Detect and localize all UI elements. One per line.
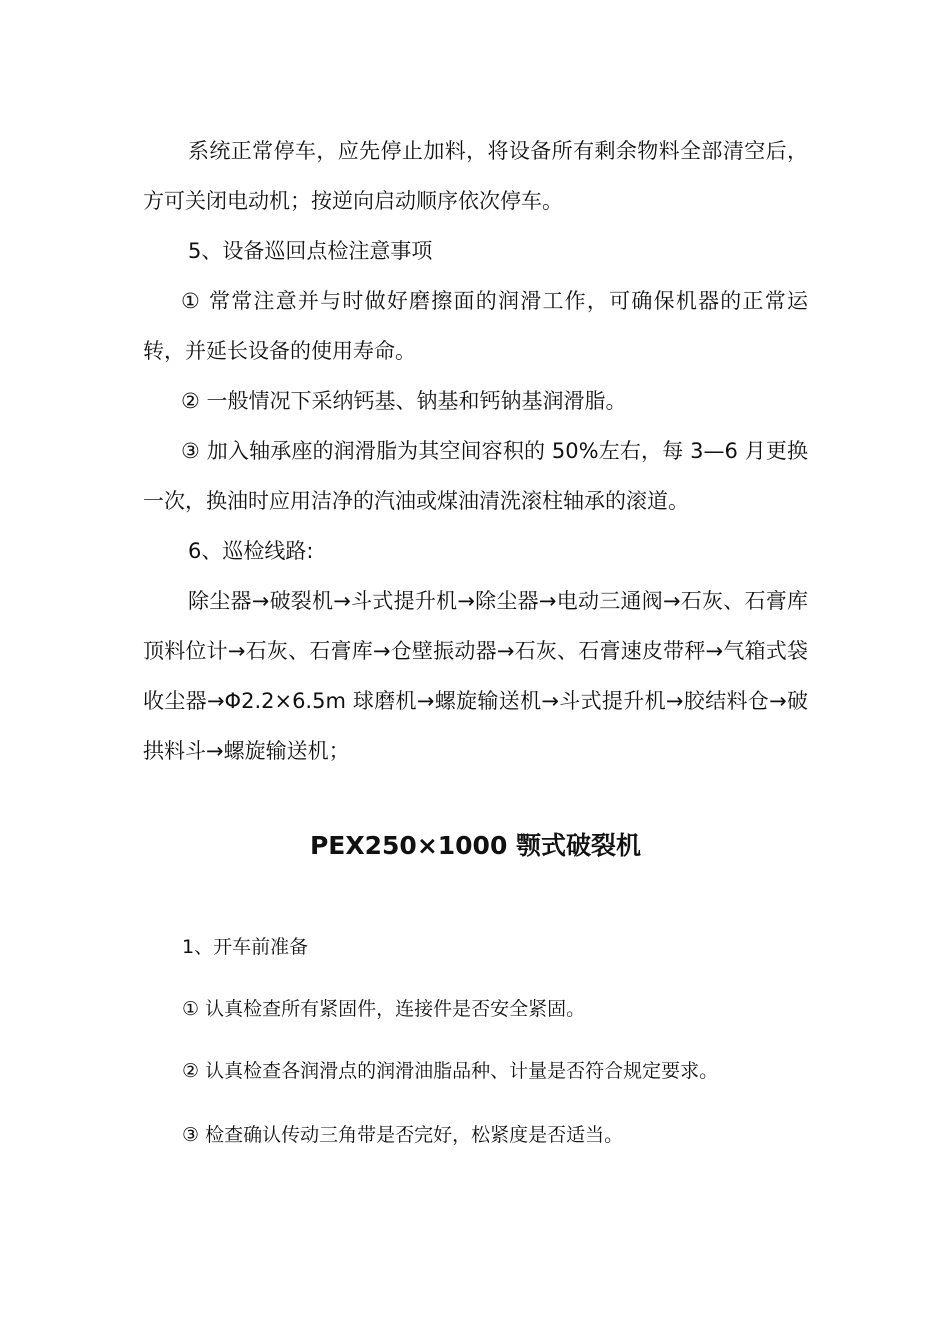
list-item-check-fasteners: ① 认真检查所有紧固件，连接件是否安全紧固。: [182, 998, 586, 1020]
list-item-check-belt: ③ 检查确认传动三角带是否完好，松紧度是否适当。: [182, 1124, 624, 1146]
heading-inspection-route: 6、巡检线路:: [188, 539, 314, 563]
list-item-lubrication-2: ② 一般情况下采纳钙基、钠基和钙钠基润滑脂。: [181, 389, 627, 413]
section-title-jaw-crusher: PEX250×1000 颚式破裂机: [309, 831, 642, 860]
heading-pre-start-prep: 1、开车前准备: [182, 936, 309, 958]
paragraph-inspection-route: 除尘器→破裂机→斗式提升机→除尘器→电动三通阀→石灰、石膏库顶料位计→石灰、石膏库→仓壁振动器→石灰、石膏速皮带秤→气箱式袋收尘器→Φ2.2×6.5m 球磨机→螺旋输送机→斗式提升机→胶结料仓→破拱料斗→螺旋输送机；: [143, 589, 808, 763]
list-item-lubrication-3: ③ 加入轴承座的润滑脂为其空间容积的 50%左右，每 3—6 月更换一次，换油时应用洁净的汽油或煤油清洗滚柱轴承的滚道。: [143, 439, 808, 513]
list-item-lubrication-1: ① 常常注意并与时做好磨擦面的润滑工作，可确保机器的正常运转，并延长设备的使用寿命。: [143, 289, 808, 363]
paragraph-normal-shutdown: 系统正常停车，应先停止加料，将设备所有剩余物料全部清空后，方可关闭电动机；按逆向启动顺序依次停车。: [143, 139, 808, 213]
list-item-check-lubrication: ② 认真检查各润滑点的润滑油脂品种、计量是否符合规定要求。: [182, 1060, 719, 1082]
heading-inspection-notes: 5、设备巡回点检注意事项: [188, 239, 433, 263]
